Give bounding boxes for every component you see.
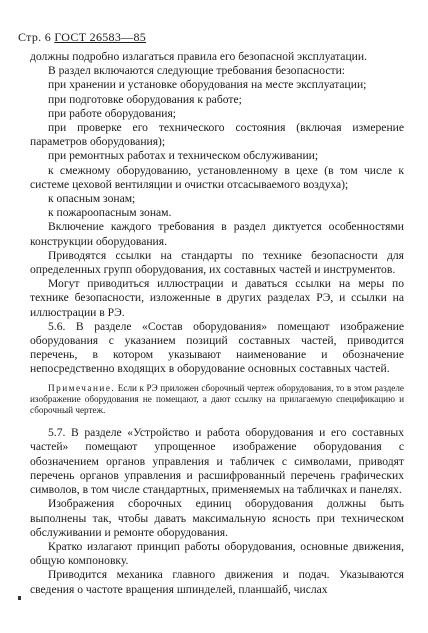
- paragraph: Изображения сборочных единиц оборудования должны быть выполнены так, чтобы давать максимальную ясность при техническом обслуживании и ремонте оборудования.: [30, 497, 404, 539]
- list-item: к опасным зонам;: [48, 192, 136, 206]
- list-item: при работе оборудования;: [48, 106, 177, 120]
- note-text: Если к РЭ приложен сборочный чертеж оборудования, то в этом разделе изображение оборудования не помещают, а дают ссылку на прилагаемую спецификацию и сборочный чертеж.: [30, 382, 404, 416]
- section-5-6: 5.6. В разделе «Состав оборудования» помещают изображение оборудования с указанием позиций составных частей, приводится перечень, в котором указывают наименование и обозначение непосредственно входящих в оборудование основных составных частей.: [30, 319, 404, 376]
- paragraph: Приводятся ссылки на стандарты по технике безопасности для определенных групп оборудования, их составных частей и инструментов.: [30, 248, 404, 277]
- note-label: Примечание.: [48, 382, 116, 393]
- page-header: [18, 30, 146, 45]
- paragraph: Включение каждого требования в раздел диктуется особенностями конструкции оборудования.: [30, 220, 404, 248]
- section-5-7: 5.7. В разделе «Устройство и работа оборудования и его составных частей» помещают упрощенное изображение оборудования с обозначением органов управления и табличек с символами, приводят перечень органов управления и расшифрованный перечень графических символов, в том числе стандартных, применяемых на табличках и панелях.: [30, 426, 404, 497]
- paragraph: должны подробно излагаться правила его безопасной эксплуатации.: [30, 50, 367, 63]
- list-item: при хранении и установке оборудования на месте эксплуатации;: [48, 78, 367, 92]
- margin-mark: [18, 596, 21, 600]
- list-item: к пожароопасным зонам.: [48, 206, 172, 220]
- page-number: Стр. 6: [18, 30, 52, 44]
- list-item: при проверке его технического состояния (включая измерение параметров оборудования);: [30, 121, 404, 149]
- note: [30, 383, 404, 417]
- list-item: к смежному оборудованию, установленному в цехе (в том числе к системе цеховой вентиляции и очистки отсасываемого воздуха);: [30, 163, 404, 191]
- paragraph: Приводится механика главного движения и подач. Указываются сведения о частоте вращения шпинделей, планшайб, числах: [30, 568, 404, 596]
- paragraph: Кратко излагают принцип работы оборудования, основные движения, общую компоновку.: [30, 539, 404, 568]
- body-text: [30, 50, 404, 597]
- standard-number: ГОСТ 26583—85: [54, 30, 147, 44]
- paragraph: Могут приводиться иллюстрации и даваться ссылки на меры по технике безопасности, изложенные в других разделах РЭ, и ссылки на иллюстрации в РЭ.: [30, 277, 404, 319]
- list-item: при ремонтных работах и техническом обслуживании;: [48, 149, 319, 163]
- paragraph: В раздел включаются следующие требования безопасности:: [48, 64, 346, 78]
- list-item: при подготовке оборудования к работе;: [48, 92, 242, 106]
